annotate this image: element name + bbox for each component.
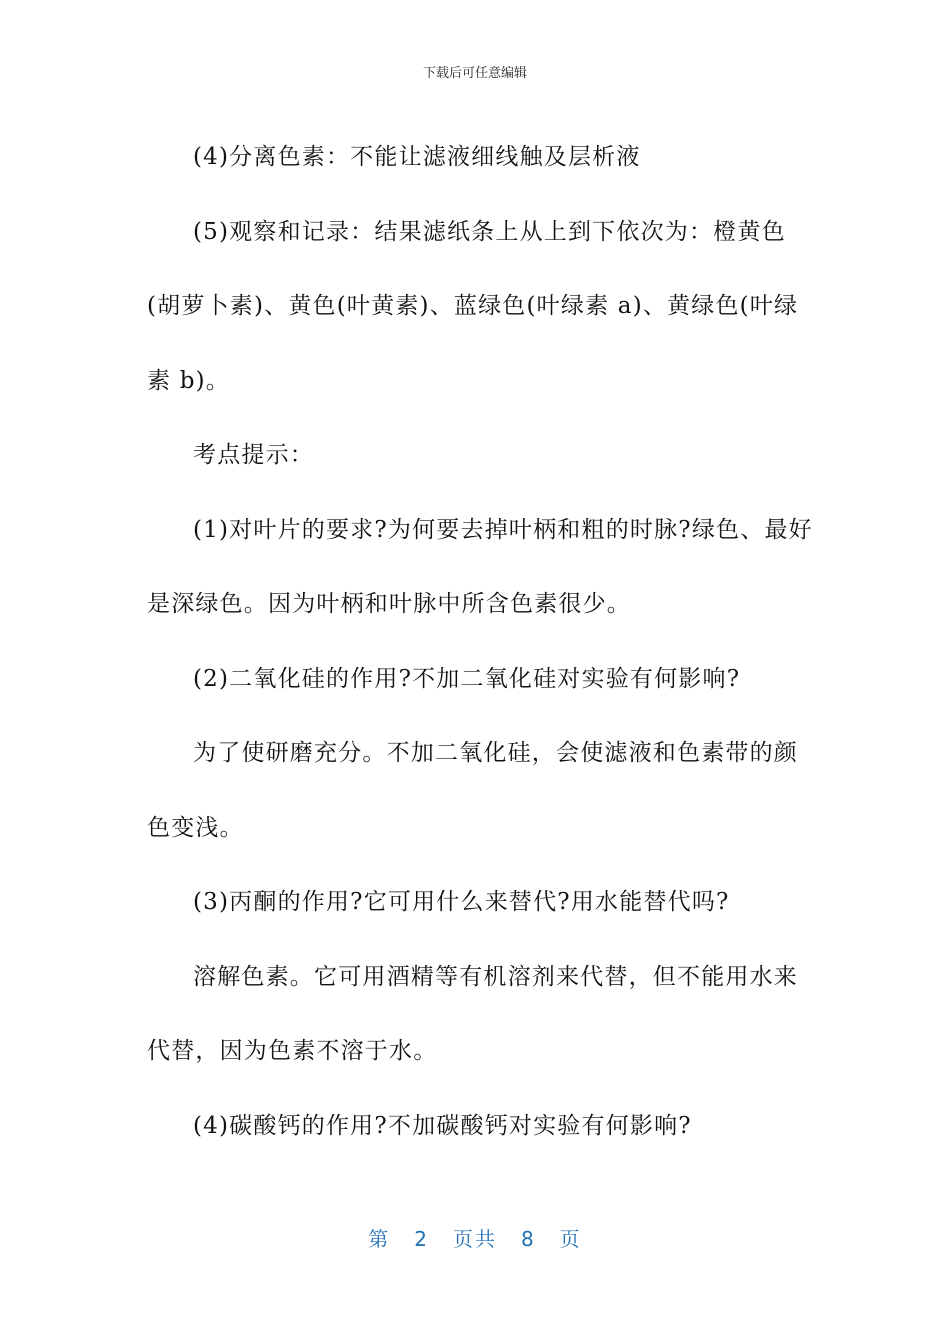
paragraph-line: (3)丙酮的作用?它可用什么来替代?用水能替代吗? xyxy=(193,889,730,915)
document-body xyxy=(147,120,813,1163)
paragraph-line: (1)对叶片的要求?为何要去掉叶柄和粗的时脉?绿色、最好 xyxy=(193,516,813,543)
page-header: 下载后可任意编辑 xyxy=(422,66,527,81)
paragraph-line: (5)观察和记录：结果滤纸条上从上到下依次为：橙黄色 xyxy=(193,218,786,245)
paragraph-line: 色变浅。 xyxy=(147,814,244,841)
paragraph-line: (4)碳酸钙的作用?不加碳酸钙对实验有何影响? xyxy=(193,1112,692,1139)
footer-total-pages: 8 xyxy=(521,1227,536,1251)
footer-suffix: 页 xyxy=(559,1227,582,1251)
paragraph-line: 为了使研磨充分。不加二氧化硅，会使滤液和色素带的颜 xyxy=(193,740,798,766)
footer-current-page: 2 xyxy=(414,1227,429,1251)
paragraph-line: 溶解色素。它可用酒精等有机溶剂来代替，但不能用水来 xyxy=(193,963,798,990)
page-footer xyxy=(0,1226,950,1252)
paragraph-line: 是深绿色。因为叶柄和叶脉中所含色素很少。 xyxy=(147,591,631,617)
paragraph-line: 代替，因为色素不溶于水。 xyxy=(147,1038,438,1064)
footer-prefix: 第 xyxy=(368,1227,391,1251)
paragraph-line: 考点提示： xyxy=(193,442,314,468)
footer-middle: 页共 xyxy=(453,1227,497,1251)
paragraph-line: (胡萝卜素)、黄色(叶黄素)、蓝绿色(叶绿素 a)、黄绿色(叶绿 xyxy=(147,293,799,319)
paragraph-line: 素 b)。 xyxy=(147,367,231,394)
paragraph-line: (4)分离色素：不能让滤液细线触及层析液 xyxy=(193,144,641,170)
paragraph-line: (2)二氧化硅的作用?不加二氧化硅对实验有何影响? xyxy=(193,665,741,692)
